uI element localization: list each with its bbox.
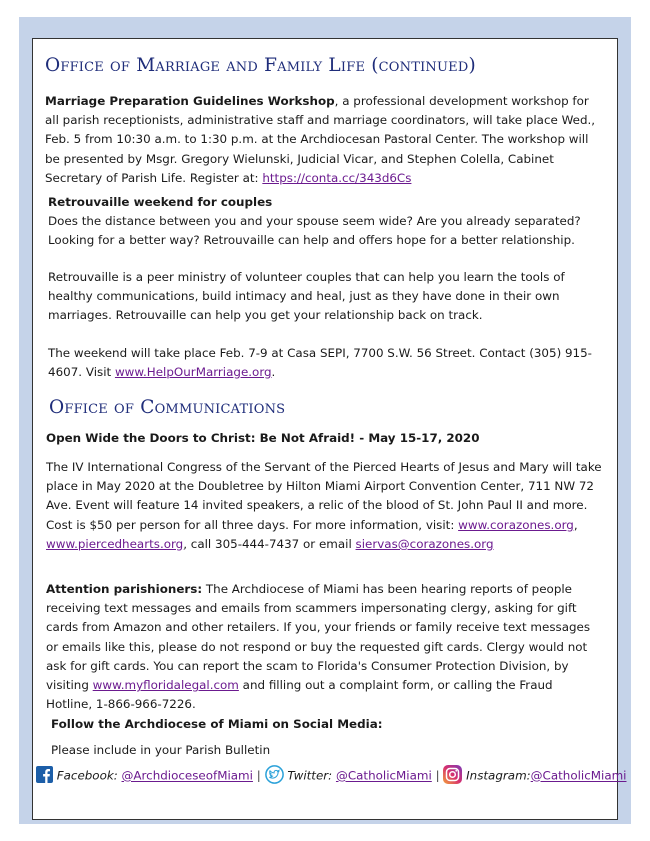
- social-divider: |: [435, 768, 440, 783]
- myfloridalegal-link[interactable]: www.myfloridalegal.com: [92, 678, 239, 693]
- follow-title: Follow the Archdiocese of Miami on Social Media:: [51, 717, 383, 731]
- retrouvaille-paragraph-3: [48, 344, 604, 382]
- section-heading-marriage: Office of Marriage and Family Life (continued): [45, 55, 476, 76]
- congress-contact: , call 305-444-7437 or email: [183, 536, 356, 551]
- attention-end: and filling out a complaint form, or calling the Fraud Hotline, 1-866-966-7226.: [46, 678, 553, 712]
- retrouvaille-end: .: [271, 365, 276, 380]
- retrouvaille-paragraph-1: Does the distance between you and your spouse seem wide? Are you already separated? Looking for a better way? Retrouvaille can help and offers hope for a better relationship.: [48, 214, 581, 248]
- register-link[interactable]: https://conta.cc/343d6Cs: [262, 170, 412, 185]
- congress-paragraph: [46, 458, 602, 554]
- attention-paragraph: [46, 580, 602, 714]
- facebook-handle-link[interactable]: @ArchdioceseofMiami: [121, 768, 253, 783]
- attention-body: The Archdiocese of Miami has been hearing reports of people receiving text messages and emails from scammers impersonating clergy, asking for gift cards from Amazon and other retailers. If you, your friends or family receive text messages or emails like this, please do not respond or buy the requested gift cards. Clergy would not ask for gift cards. You can report the scam to Florida's Consumer Protection Division, by visiting: [46, 582, 591, 693]
- social-divider: |: [256, 768, 261, 783]
- follow-subtitle: Please include in your Parish Bulletin: [51, 743, 271, 757]
- facebook-label: Facebook:: [56, 768, 122, 783]
- instagram-handle-link[interactable]: @CatholicMiami: [530, 768, 627, 783]
- facebook-icon[interactable]: [36, 766, 53, 786]
- retrouvaille-contact: The weekend will take place Feb. 7-9 at Casa SEPI, 7700 S.W. 56 Street. Contact (305) 915-4607. Visit: [48, 346, 592, 380]
- congress-sep: ,: [573, 517, 578, 532]
- workshop-body: , a professional development workshop for all parish receptionists, administrative staff and marriage coordinators, will take place Wed., Feb. 5 from 10:30 a.m. to 1:30 p.m. at the Archdiocesan Pastoral Center. The workshop will be presented by Msgr. Gregory Wielunski, Judicial Vicar, and Stephen Colella, Cabinet Secretary of Parish Life.: [45, 94, 596, 185]
- congress-body: The IV International Congress of the Servant of the Pierced Hearts of Jesus and Mary will take place in May 2020 at the Doubletree by Hilton Miami Airport Convention Center, 711 NW 72 Ave. Event will feature 14 invited speakers, a relic of the blood of St. John Paul II and more. Cost is $50 per person for all three days. For more information, visit:: [46, 460, 602, 532]
- social-row: [36, 765, 627, 787]
- retrouvaille-paragraph-2: Retrouvaille is a peer ministry of volunteer couples that can help you learn the tools of healthy communications, build intimacy and heal, just as they have done in their own marriages. Retrouvaille can help you get your relationship back on track.: [48, 270, 565, 323]
- workshop-title: Marriage Preparation Guidelines Workshop: [45, 94, 335, 108]
- retrouvaille-title: Retrouvaille weekend for couples: [48, 195, 273, 209]
- register-label: Register at:: [189, 170, 263, 185]
- siervas-email-link[interactable]: siervas@corazones.org: [355, 536, 494, 551]
- twitter-icon[interactable]: [265, 765, 284, 787]
- twitter-handle-link[interactable]: @CatholicMiami: [335, 768, 432, 783]
- corazones-link[interactable]: www.corazones.org: [458, 517, 574, 532]
- pierced-hearts-link[interactable]: www.piercedhearts.org: [46, 536, 184, 551]
- attention-title: Attention parishioners:: [46, 582, 203, 596]
- twitter-label: Twitter:: [287, 768, 336, 783]
- congress-title: Open Wide the Doors to Christ: Be Not Afraid! - May 15-17, 2020: [46, 431, 480, 445]
- section-heading-communications: Office of Communications: [49, 397, 286, 418]
- instagram-label: Instagram:: [466, 768, 531, 783]
- help-our-marriage-link[interactable]: www.HelpOurMarriage.org: [114, 365, 272, 380]
- workshop-paragraph: [45, 92, 601, 188]
- instagram-icon[interactable]: [443, 765, 462, 787]
